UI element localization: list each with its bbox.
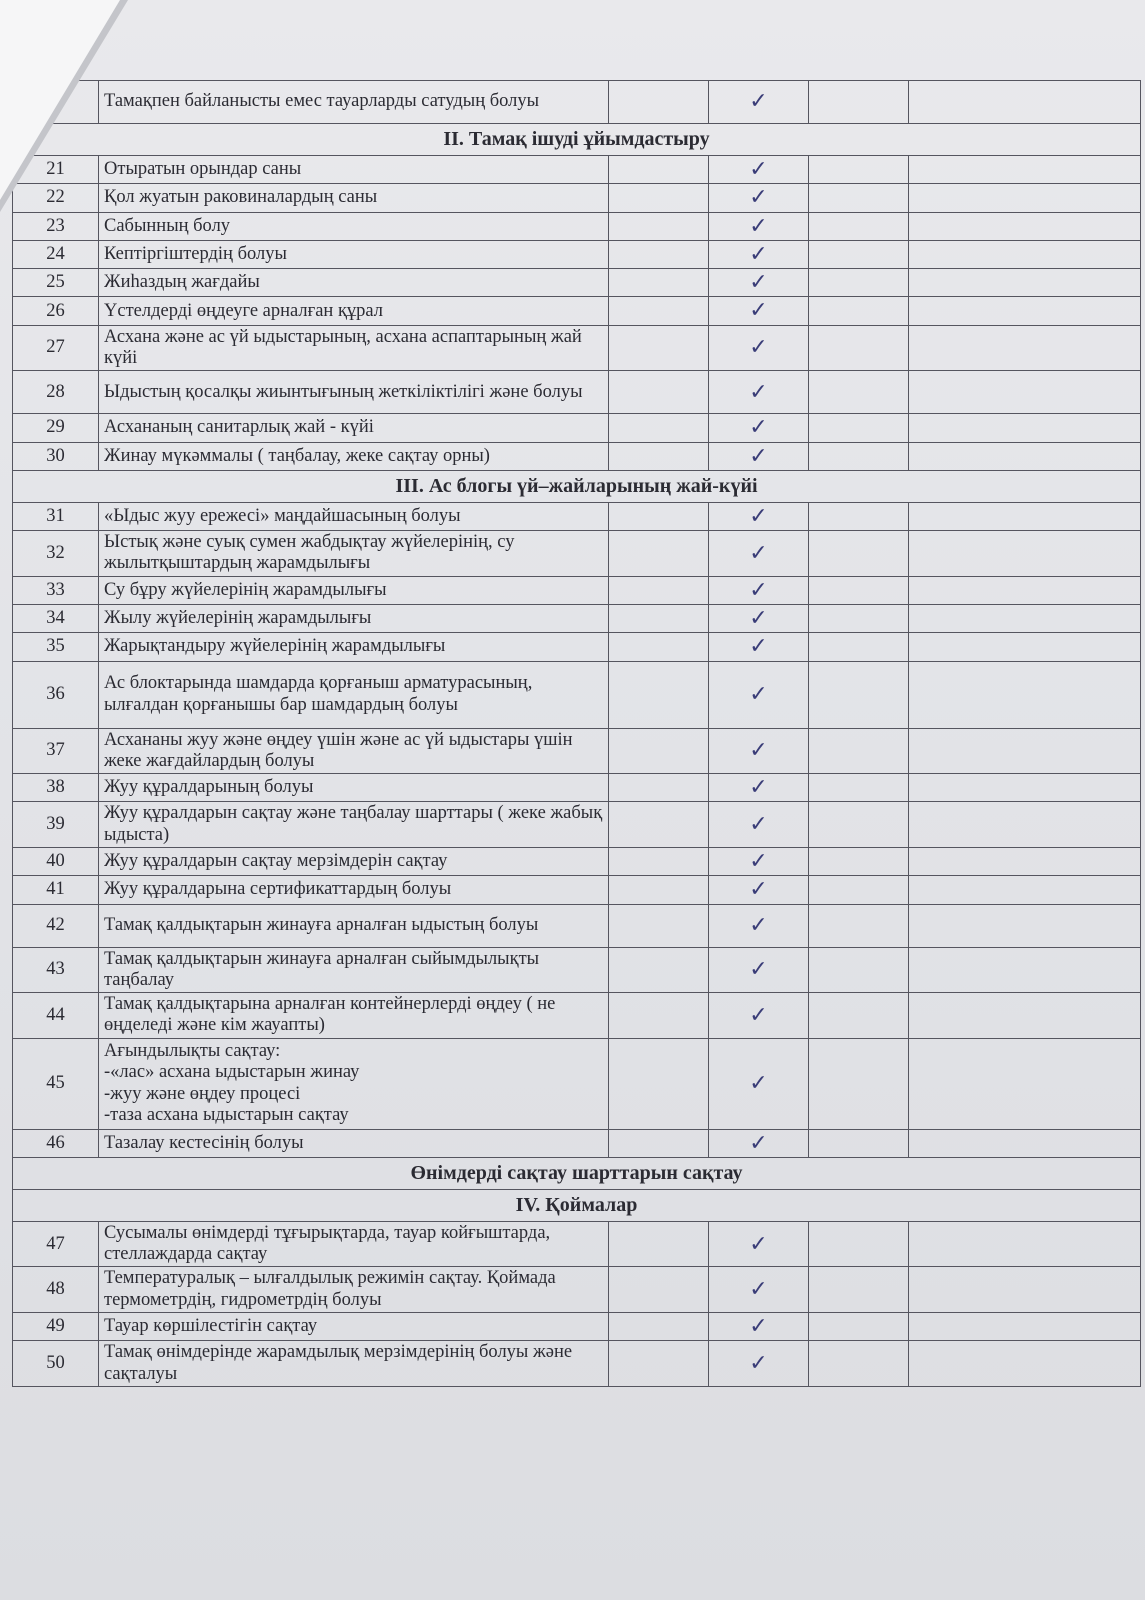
empty-cell bbox=[909, 184, 1141, 212]
empty-cell bbox=[909, 904, 1141, 947]
check-mark-icon: ✓ bbox=[709, 269, 809, 297]
section-title: II. Тамақ ішуді ұйымдастыру bbox=[13, 124, 1141, 156]
criterion-text: Жуу құралдарының болуы bbox=[99, 774, 609, 802]
empty-cell bbox=[909, 297, 1141, 325]
table-row bbox=[13, 184, 1141, 212]
empty-cell bbox=[609, 531, 709, 577]
check-mark-icon: ✓ bbox=[709, 184, 809, 212]
check-mark-icon: ✓ bbox=[709, 414, 809, 442]
row-number: 49 bbox=[13, 1313, 99, 1341]
empty-cell bbox=[609, 728, 709, 774]
empty-cell bbox=[809, 502, 909, 530]
empty-cell bbox=[609, 414, 709, 442]
empty-cell bbox=[809, 531, 909, 577]
empty-cell bbox=[609, 184, 709, 212]
empty-cell bbox=[809, 1313, 909, 1341]
criterion-text: Тауар көршілестігін сақтау bbox=[99, 1313, 609, 1341]
check-mark-icon: ✓ bbox=[709, 212, 809, 240]
table-row bbox=[13, 1038, 1141, 1129]
empty-cell bbox=[909, 371, 1141, 414]
row-number: 48 bbox=[13, 1267, 99, 1313]
empty-cell bbox=[909, 728, 1141, 774]
empty-cell bbox=[909, 81, 1141, 124]
empty-cell bbox=[809, 728, 909, 774]
empty-cell bbox=[809, 184, 909, 212]
row-number: 28 bbox=[13, 371, 99, 414]
table-row bbox=[13, 297, 1141, 325]
empty-cell bbox=[809, 876, 909, 904]
check-mark-icon: ✓ bbox=[709, 876, 809, 904]
empty-cell bbox=[909, 502, 1141, 530]
empty-cell bbox=[609, 1038, 709, 1129]
criterion-text: Отыратын орындар саны bbox=[99, 156, 609, 184]
empty-cell bbox=[809, 1038, 909, 1129]
empty-cell bbox=[609, 993, 709, 1039]
check-mark-icon: ✓ bbox=[709, 947, 809, 993]
empty-cell bbox=[909, 1221, 1141, 1267]
empty-cell bbox=[809, 847, 909, 875]
row-number: 38 bbox=[13, 774, 99, 802]
check-mark-icon: ✓ bbox=[709, 1341, 809, 1387]
empty-cell bbox=[609, 947, 709, 993]
empty-cell bbox=[909, 605, 1141, 633]
criterion-text: Температуралық – ылғалдылық режимін сақтау. Қоймада термометрдің, гидрометрдің болуы bbox=[99, 1267, 609, 1313]
table-row bbox=[13, 1221, 1141, 1267]
criterion-text: Су бұру жүйелерінің жарамдылығы bbox=[99, 576, 609, 604]
empty-cell bbox=[809, 802, 909, 848]
table-row bbox=[13, 802, 1141, 848]
empty-cell bbox=[809, 904, 909, 947]
empty-cell bbox=[809, 1221, 909, 1267]
empty-cell bbox=[809, 1341, 909, 1387]
empty-cell bbox=[609, 876, 709, 904]
criterion-text: Тамақ қалдықтарын жинауға арналған ыдыстың болуы bbox=[99, 904, 609, 947]
empty-cell bbox=[809, 325, 909, 371]
criterion-text: Ас блоктарында шамдарда қорғаныш арматурасының, ылғалдан қорғанышы бар шамдардың болуы bbox=[99, 661, 609, 728]
check-mark-icon: ✓ bbox=[709, 502, 809, 530]
criterion-text: Тамақ өнімдерінде жарамдылық мерзімдерінің болуы және сақталуы bbox=[99, 1341, 609, 1387]
row-number: 40 bbox=[13, 847, 99, 875]
criterion-text: Жинау мүкәммалы ( таңбалау, жеке сақтау орны) bbox=[99, 442, 609, 470]
row-number: 35 bbox=[13, 633, 99, 661]
check-mark-icon: ✓ bbox=[709, 325, 809, 371]
empty-cell bbox=[809, 774, 909, 802]
empty-cell bbox=[609, 371, 709, 414]
criterion-text: Тамақпен байланысты емес тауарларды сатудың болуы bbox=[99, 81, 609, 124]
empty-cell bbox=[809, 661, 909, 728]
inspection-checklist-table bbox=[12, 80, 1141, 1387]
empty-cell bbox=[809, 947, 909, 993]
criterion-text: Тамақ қалдықтарына арналған контейнерлерді өңдеу ( не өңделеді және кім жауапты) bbox=[99, 993, 609, 1039]
row-number: 50 bbox=[13, 1341, 99, 1387]
criterion-text: Сабынның болу bbox=[99, 212, 609, 240]
empty-cell bbox=[909, 531, 1141, 577]
empty-cell bbox=[909, 947, 1141, 993]
empty-cell bbox=[909, 240, 1141, 268]
table-row bbox=[13, 661, 1141, 728]
empty-cell bbox=[809, 576, 909, 604]
check-mark-icon: ✓ bbox=[709, 774, 809, 802]
row-number: 23 bbox=[13, 212, 99, 240]
check-mark-icon: ✓ bbox=[709, 156, 809, 184]
criterion-text: Ыстық және суық сумен жабдықтау жүйелерінің, су жылытқыштардың жарамдылығы bbox=[99, 531, 609, 577]
empty-cell bbox=[909, 774, 1141, 802]
row-number: 25 bbox=[13, 269, 99, 297]
table-row bbox=[13, 414, 1141, 442]
row-number: 37 bbox=[13, 728, 99, 774]
table-row bbox=[13, 502, 1141, 530]
empty-cell bbox=[809, 81, 909, 124]
empty-cell bbox=[809, 605, 909, 633]
empty-cell bbox=[909, 802, 1141, 848]
table-row bbox=[13, 774, 1141, 802]
empty-cell bbox=[909, 576, 1141, 604]
check-mark-icon: ✓ bbox=[709, 661, 809, 728]
row-number: 21 bbox=[13, 156, 99, 184]
check-mark-icon: ✓ bbox=[709, 240, 809, 268]
check-mark-icon: ✓ bbox=[709, 605, 809, 633]
table-row bbox=[13, 371, 1141, 414]
empty-cell bbox=[809, 1267, 909, 1313]
table-row bbox=[13, 947, 1141, 993]
empty-cell bbox=[809, 212, 909, 240]
row-number: 24 bbox=[13, 240, 99, 268]
table-row bbox=[13, 993, 1141, 1039]
row-number: 22 bbox=[13, 184, 99, 212]
table-row bbox=[13, 876, 1141, 904]
criterion-text: Тазалау кестесінің болуы bbox=[99, 1129, 609, 1157]
checklist-body bbox=[13, 81, 1141, 1387]
table-row bbox=[13, 605, 1141, 633]
table-row bbox=[13, 633, 1141, 661]
table-row bbox=[13, 81, 1141, 124]
table-row bbox=[13, 531, 1141, 577]
check-mark-icon: ✓ bbox=[709, 1221, 809, 1267]
check-mark-icon: ✓ bbox=[709, 442, 809, 470]
empty-cell bbox=[909, 156, 1141, 184]
row-number: 41 bbox=[13, 876, 99, 904]
criterion-text: Жуу құралдарын сақтау және таңбалау шарттары ( жеке жабық ыдыста) bbox=[99, 802, 609, 848]
check-mark-icon: ✓ bbox=[709, 1313, 809, 1341]
empty-cell bbox=[809, 269, 909, 297]
criterion-text: Асхананың санитарлық жай - күйі bbox=[99, 414, 609, 442]
row-number: 29 bbox=[13, 414, 99, 442]
folded-page-corner bbox=[0, 0, 120, 200]
row-number: 42 bbox=[13, 904, 99, 947]
empty-cell bbox=[609, 212, 709, 240]
criterion-text: Жуу құралдарына сертификаттардың болуы bbox=[99, 876, 609, 904]
row-number: 44 bbox=[13, 993, 99, 1039]
empty-cell bbox=[609, 1221, 709, 1267]
section-header-row bbox=[13, 1189, 1141, 1221]
row-number: 30 bbox=[13, 442, 99, 470]
table-row bbox=[13, 1129, 1141, 1157]
empty-cell bbox=[909, 1038, 1141, 1129]
row-number: 34 bbox=[13, 605, 99, 633]
row-number: 46 bbox=[13, 1129, 99, 1157]
empty-cell bbox=[609, 325, 709, 371]
table-row bbox=[13, 325, 1141, 371]
empty-cell bbox=[909, 847, 1141, 875]
table-row bbox=[13, 442, 1141, 470]
table-row bbox=[13, 156, 1141, 184]
empty-cell bbox=[609, 605, 709, 633]
empty-cell bbox=[909, 1267, 1141, 1313]
check-mark-icon: ✓ bbox=[709, 802, 809, 848]
check-mark-icon: ✓ bbox=[709, 728, 809, 774]
empty-cell bbox=[609, 847, 709, 875]
empty-cell bbox=[909, 442, 1141, 470]
criterion-text: Жиһаздың жағдайы bbox=[99, 269, 609, 297]
row-number: 20 bbox=[13, 81, 99, 124]
table-row bbox=[13, 1313, 1141, 1341]
empty-cell bbox=[609, 502, 709, 530]
row-number: 43 bbox=[13, 947, 99, 993]
table-row bbox=[13, 728, 1141, 774]
empty-cell bbox=[809, 240, 909, 268]
empty-cell bbox=[809, 371, 909, 414]
check-mark-icon: ✓ bbox=[709, 1267, 809, 1313]
empty-cell bbox=[609, 1313, 709, 1341]
empty-cell bbox=[909, 876, 1141, 904]
criterion-text: Ыдыстың қосалқы жиынтығының жеткіліктілігі және болуы bbox=[99, 371, 609, 414]
check-mark-icon: ✓ bbox=[709, 531, 809, 577]
empty-cell bbox=[809, 442, 909, 470]
empty-cell bbox=[609, 1267, 709, 1313]
empty-cell bbox=[609, 240, 709, 268]
section-header-row bbox=[13, 1157, 1141, 1189]
criterion-text: Асхананы жуу және өңдеу үшін және ас үй ыдыстары үшін жеке жағдайлардың болуы bbox=[99, 728, 609, 774]
section-title: III. Ас блогы үй–жайларының жай-күйі bbox=[13, 470, 1141, 502]
criterion-text: Тамақ қалдықтарын жинауға арналған сыйымдылықты таңбалау bbox=[99, 947, 609, 993]
check-mark-icon: ✓ bbox=[709, 297, 809, 325]
section-title: IV. Қоймалар bbox=[13, 1189, 1141, 1221]
check-mark-icon: ✓ bbox=[709, 904, 809, 947]
empty-cell bbox=[909, 1129, 1141, 1157]
table-row bbox=[13, 212, 1141, 240]
row-number: 32 bbox=[13, 531, 99, 577]
check-mark-icon: ✓ bbox=[709, 633, 809, 661]
empty-cell bbox=[909, 269, 1141, 297]
empty-cell bbox=[909, 414, 1141, 442]
check-mark-icon: ✓ bbox=[709, 576, 809, 604]
row-number: 33 bbox=[13, 576, 99, 604]
empty-cell bbox=[809, 156, 909, 184]
check-mark-icon: ✓ bbox=[709, 993, 809, 1039]
table-row bbox=[13, 576, 1141, 604]
criterion-text: Асхана және ас үй ыдыстарының, асхана аспаптарының жай күйі bbox=[99, 325, 609, 371]
table-row bbox=[13, 904, 1141, 947]
empty-cell bbox=[609, 156, 709, 184]
table-row bbox=[13, 269, 1141, 297]
criterion-text: Жылу жүйелерінің жарамдылығы bbox=[99, 605, 609, 633]
row-number: 45 bbox=[13, 1038, 99, 1129]
empty-cell bbox=[909, 1341, 1141, 1387]
empty-cell bbox=[809, 297, 909, 325]
empty-cell bbox=[809, 993, 909, 1039]
empty-cell bbox=[609, 802, 709, 848]
empty-cell bbox=[609, 904, 709, 947]
table-row bbox=[13, 1267, 1141, 1313]
table-row bbox=[13, 240, 1141, 268]
check-mark-icon: ✓ bbox=[709, 847, 809, 875]
empty-cell bbox=[909, 633, 1141, 661]
empty-cell bbox=[609, 1341, 709, 1387]
section-header-row bbox=[13, 470, 1141, 502]
criterion-text: Кептіргіштердің болуы bbox=[99, 240, 609, 268]
section-title: Өнімдерді сақтау шарттарын сақтау bbox=[13, 1157, 1141, 1189]
check-mark-icon: ✓ bbox=[709, 81, 809, 124]
row-number: 39 bbox=[13, 802, 99, 848]
empty-cell bbox=[609, 661, 709, 728]
criterion-text: Ағындылықты сақтау: -«лас» асхана ыдыстарын жинау -жуу және өңдеу процесі -таза асхана ыдыстарын сақтау bbox=[99, 1038, 609, 1129]
empty-cell bbox=[609, 633, 709, 661]
table-row bbox=[13, 847, 1141, 875]
row-number: 31 bbox=[13, 502, 99, 530]
criterion-text: Үстелдерді өңдеуге арналған құрал bbox=[99, 297, 609, 325]
empty-cell bbox=[809, 633, 909, 661]
empty-cell bbox=[809, 414, 909, 442]
empty-cell bbox=[609, 81, 709, 124]
table-row bbox=[13, 1341, 1141, 1387]
check-mark-icon: ✓ bbox=[709, 1038, 809, 1129]
empty-cell bbox=[609, 269, 709, 297]
row-number: 36 bbox=[13, 661, 99, 728]
criterion-text: Сусымалы өнімдерді тұғырықтарда, тауар койғыштарда, стеллаждарда сақтау bbox=[99, 1221, 609, 1267]
criterion-text: «Ыдыс жуу ережесі» маңдайшасының болуы bbox=[99, 502, 609, 530]
empty-cell bbox=[909, 1313, 1141, 1341]
criterion-text: Жарықтандыру жүйелерінің жарамдылығы bbox=[99, 633, 609, 661]
empty-cell bbox=[609, 1129, 709, 1157]
row-number: 27 bbox=[13, 325, 99, 371]
row-number: 47 bbox=[13, 1221, 99, 1267]
empty-cell bbox=[909, 661, 1141, 728]
empty-cell bbox=[609, 774, 709, 802]
criterion-text: Жуу құралдарын сақтау мерзімдерін сақтау bbox=[99, 847, 609, 875]
empty-cell bbox=[809, 1129, 909, 1157]
empty-cell bbox=[909, 993, 1141, 1039]
empty-cell bbox=[609, 297, 709, 325]
row-number: 26 bbox=[13, 297, 99, 325]
section-header-row bbox=[13, 124, 1141, 156]
empty-cell bbox=[609, 442, 709, 470]
empty-cell bbox=[909, 212, 1141, 240]
empty-cell bbox=[609, 576, 709, 604]
check-mark-icon: ✓ bbox=[709, 371, 809, 414]
check-mark-icon: ✓ bbox=[709, 1129, 809, 1157]
empty-cell bbox=[909, 325, 1141, 371]
criterion-text: Қол жуатын раковиналардың саны bbox=[99, 184, 609, 212]
